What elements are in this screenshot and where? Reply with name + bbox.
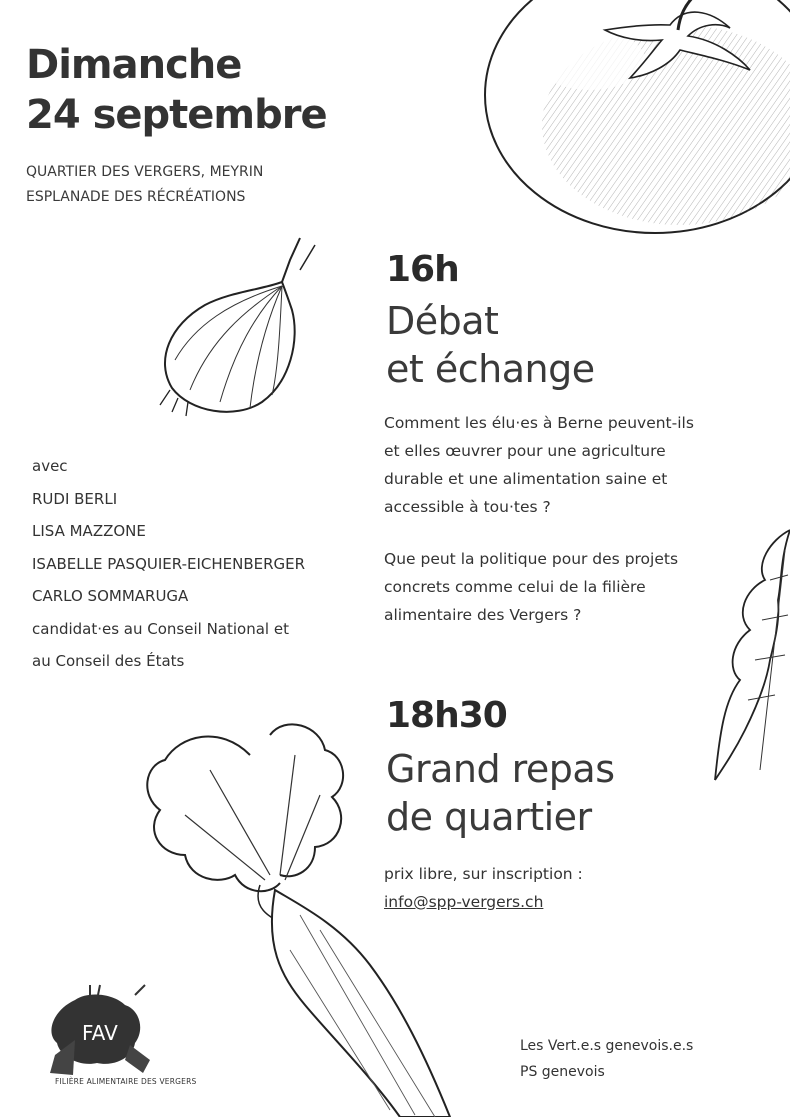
location-line-1: QUARTIER DES VERGERS, MEYRIN xyxy=(26,164,264,180)
location-line-2: ESPLANADE DES RÉCRÉATIONS xyxy=(26,189,246,205)
question1-line: et elles œuvrer pour une agriculture xyxy=(384,442,666,460)
event1-title-line-2: et échange xyxy=(386,347,595,391)
date-day-month: 24 septembre xyxy=(26,92,327,138)
organizer-ps: PS genevois xyxy=(520,1064,605,1080)
event2-title-line-1: Grand repas xyxy=(386,747,615,791)
guest-role-line-2: au Conseil des États xyxy=(32,652,185,670)
guest-list xyxy=(32,450,305,678)
guest-name: RUDI BERLI xyxy=(32,489,118,508)
question1-line: Comment les élu·es à Berne peuvent-ils xyxy=(384,414,694,432)
guest-name: CARLO SOMMARUGA xyxy=(32,587,189,605)
onion-illustration xyxy=(150,230,330,420)
guest-name: ISABELLE PASQUIER-EICHENBERGER xyxy=(32,554,306,573)
guest-name: LISA MAZZONE xyxy=(32,522,146,540)
fav-logo-name: FILIÈRE ALIMENTAIRE DES VERGERS xyxy=(55,1077,197,1086)
event1-question-2 xyxy=(384,545,734,629)
question1-line: accessible à tou·tes ? xyxy=(384,498,551,516)
event1-title xyxy=(386,297,595,393)
event2-title-line-2: de quartier xyxy=(386,795,592,839)
tomato-illustration xyxy=(480,0,790,240)
organizer-green: Les Vert.e.s genevois.e.s xyxy=(520,1038,694,1054)
question2-line: Que peut la politique pour des projets xyxy=(384,550,679,568)
event1-title-line-1: Débat xyxy=(386,299,499,343)
question2-line: alimentaire des Vergers ? xyxy=(384,606,582,624)
date-weekday: Dimanche xyxy=(26,42,242,88)
guest-role-line-1: candidat·es au Conseil National et xyxy=(32,619,289,638)
fav-initials: FAV xyxy=(82,1021,118,1045)
question1-line: durable et une alimentation saine et xyxy=(384,470,668,488)
question2-line: concrets comme celui de la filière xyxy=(384,578,646,596)
fav-logo xyxy=(35,985,165,1080)
event2-info xyxy=(384,860,764,916)
event-date xyxy=(26,40,327,140)
guest-intro: avec xyxy=(32,457,68,475)
event-location xyxy=(26,160,263,210)
event1-time: 16h xyxy=(386,249,459,290)
contact-email-link[interactable]: info@spp-vergers.ch xyxy=(384,893,544,911)
event2-title xyxy=(386,745,615,841)
event2-price-info: prix libre, sur inscription : xyxy=(384,865,583,883)
event1-question-1 xyxy=(384,409,764,521)
organizers xyxy=(520,1033,693,1085)
event2-time: 18h30 xyxy=(386,695,507,736)
